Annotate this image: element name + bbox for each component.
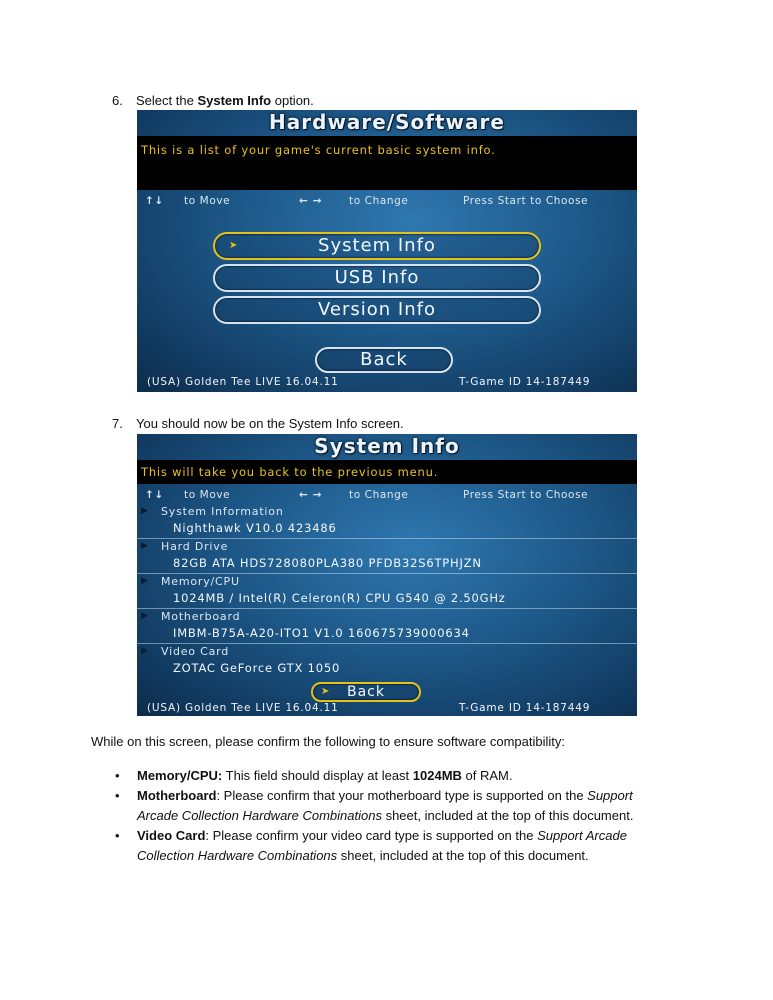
back-button[interactable] bbox=[311, 682, 421, 702]
screen-description: This will take you back to the previous menu. bbox=[137, 460, 637, 484]
change-arrows-icon: ← → bbox=[299, 195, 323, 207]
row-pointer-icon: ▶ bbox=[141, 611, 148, 621]
selection-arrow-icon: ➤ bbox=[321, 686, 331, 697]
info-value: 1024MB / Intel(R) Celeron(R) CPU G540 @ 2.50GHz bbox=[173, 591, 506, 605]
change-hint: to Change bbox=[349, 489, 409, 501]
info-label: Video Card bbox=[161, 645, 230, 658]
option-label: Version Info bbox=[318, 299, 436, 320]
step-text-post: option. bbox=[271, 93, 314, 108]
info-row-system[interactable] bbox=[137, 504, 637, 539]
game-version: (USA) Golden Tee LIVE 16.04.11 bbox=[147, 376, 339, 388]
system-info-list bbox=[137, 504, 637, 678]
row-pointer-icon: ▶ bbox=[141, 541, 148, 551]
hardware-software-screenshot bbox=[137, 110, 637, 392]
step-7 bbox=[112, 416, 404, 431]
info-label: System Information bbox=[161, 505, 284, 518]
bullet-dot: • bbox=[115, 788, 120, 803]
bullet-text: This field should display at least bbox=[222, 768, 413, 783]
bullet-dot: • bbox=[115, 768, 120, 783]
step-text-bold: System Info bbox=[197, 93, 272, 108]
step-number: 6. bbox=[112, 93, 123, 108]
step-text: You should now be on the System Info screen. bbox=[136, 416, 404, 431]
row-pointer-icon: ▶ bbox=[141, 506, 148, 516]
move-hint: to Move bbox=[184, 195, 231, 207]
screen-footer bbox=[137, 375, 637, 389]
option-label: System Info bbox=[318, 235, 436, 256]
row-pointer-icon: ▶ bbox=[141, 646, 148, 656]
back-label: Back bbox=[347, 684, 385, 700]
change-arrows-icon: ← → bbox=[299, 489, 323, 501]
info-label: Hard Drive bbox=[161, 540, 229, 553]
info-label: Memory/CPU bbox=[161, 575, 240, 588]
info-row-hard-drive[interactable] bbox=[137, 539, 637, 574]
move-arrows-icon: ↑↓ bbox=[145, 489, 164, 501]
bullet-title: Motherboard bbox=[137, 788, 217, 803]
selection-arrow-icon: ➤ bbox=[229, 240, 239, 251]
info-value: IMBM-B75A-A20-ITO1 V1.0 160675739000634 bbox=[173, 626, 470, 640]
bullet-text-end: sheet, included at the top of this document. bbox=[337, 848, 589, 863]
choose-hint: Press Start to Choose bbox=[463, 489, 589, 501]
step-6 bbox=[112, 93, 314, 108]
bullet-video-card bbox=[115, 826, 675, 866]
screen-description: This is a list of your game's current basic system info. bbox=[137, 136, 637, 190]
usb-info-option[interactable] bbox=[213, 264, 541, 292]
controls-bar bbox=[137, 487, 637, 503]
info-value: ZOTAC GeForce GTX 1050 bbox=[173, 661, 341, 675]
back-label: Back bbox=[360, 349, 408, 370]
info-row-memory-cpu[interactable] bbox=[137, 574, 637, 609]
bullet-text: : Please confirm that your motherboard type is supported on the bbox=[216, 788, 588, 803]
step-text-pre: Select the bbox=[136, 93, 198, 108]
bullet-motherboard bbox=[115, 786, 675, 826]
game-id: T-Game ID 14-187449 bbox=[459, 702, 591, 714]
screen-footer bbox=[137, 701, 637, 715]
compatibility-checklist bbox=[115, 766, 675, 866]
step-number: 7. bbox=[112, 416, 123, 431]
info-value: 82GB ATA HDS728080PLA380 PFDB32S6TPHJZN bbox=[173, 556, 482, 570]
bullet-memory-cpu bbox=[115, 766, 675, 786]
bullet-text-end: sheet, included at the top of this document. bbox=[381, 808, 634, 823]
system-info-option[interactable] bbox=[213, 232, 541, 260]
back-button[interactable] bbox=[315, 347, 453, 373]
version-info-option[interactable] bbox=[213, 296, 541, 324]
info-row-video-card[interactable] bbox=[137, 644, 637, 678]
row-pointer-icon: ▶ bbox=[141, 576, 148, 586]
game-version: (USA) Golden Tee LIVE 16.04.11 bbox=[147, 702, 339, 714]
bullet-sheet-name: Support Arcade Collection Hardware Combinations bbox=[137, 788, 633, 823]
bullet-dot: • bbox=[115, 828, 120, 843]
compatibility-intro: While on this screen, please confirm the following to ensure software compatibility: bbox=[91, 734, 565, 749]
screen-title: Hardware/Software bbox=[269, 110, 505, 134]
move-arrows-icon: ↑↓ bbox=[145, 195, 164, 207]
controls-bar bbox=[137, 193, 637, 209]
bullet-title: Memory/CPU: bbox=[137, 768, 223, 783]
bullet-text-end: of RAM. bbox=[461, 768, 513, 783]
choose-hint: Press Start to Choose bbox=[463, 195, 589, 207]
game-id: T-Game ID 14-187449 bbox=[459, 376, 591, 388]
change-hint: to Change bbox=[349, 195, 409, 207]
bullet-title: Video Card bbox=[137, 828, 206, 843]
info-row-motherboard[interactable] bbox=[137, 609, 637, 644]
info-label: Motherboard bbox=[161, 610, 241, 623]
system-info-screenshot bbox=[137, 434, 637, 716]
info-value: Nighthawk V10.0 423486 bbox=[173, 521, 337, 535]
move-hint: to Move bbox=[184, 489, 231, 501]
bullet-text: : Please confirm your video card type is supported on the bbox=[205, 828, 538, 843]
screen-title: System Info bbox=[314, 434, 460, 458]
bullet-ram-value: 1024MB bbox=[412, 768, 462, 783]
bullet-sheet-name: Support Arcade Collection Hardware Combinations bbox=[137, 828, 627, 863]
option-label: USB Info bbox=[334, 267, 420, 288]
